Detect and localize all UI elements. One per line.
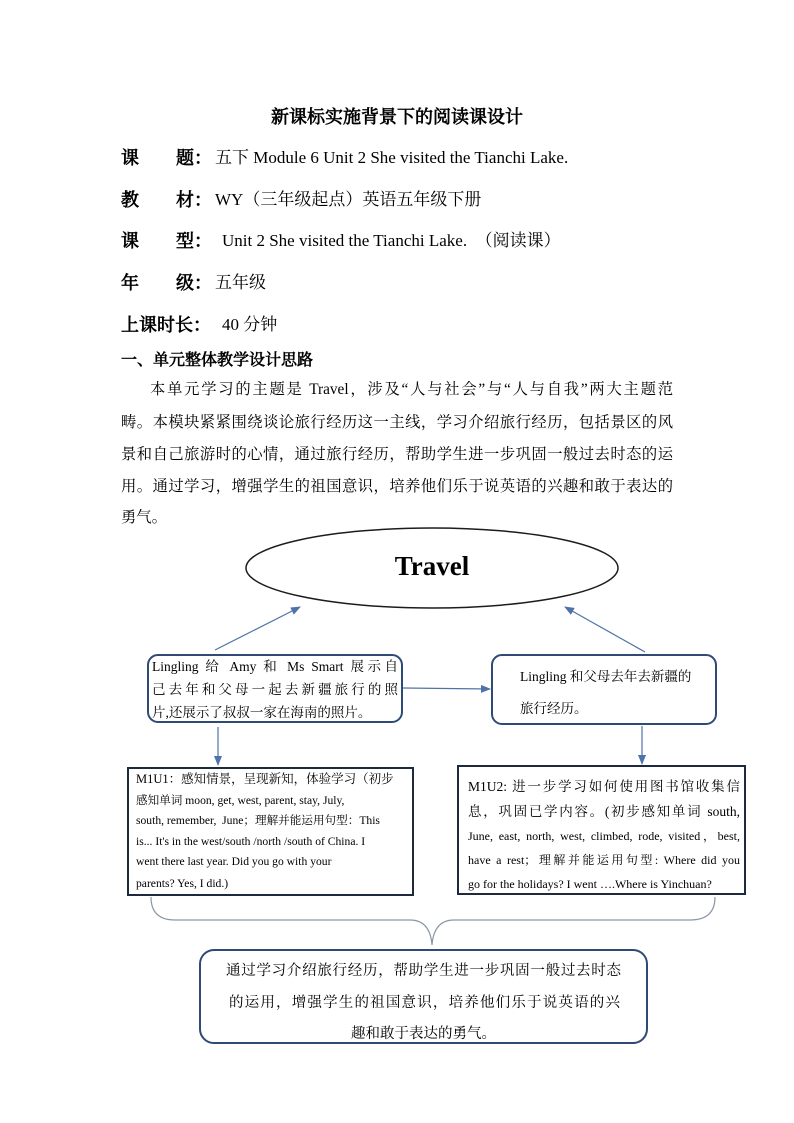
- duration-label: 上课时长：: [121, 315, 211, 335]
- arrow-left-box-to-right-box: [403, 688, 490, 689]
- lesson-type-value: Unit 2 She visited the Tianchi Lake. （阅读课）: [222, 231, 561, 250]
- grade-label-a: 年: [121, 273, 139, 293]
- summary-line: 趣和敢于表达的勇气。: [351, 1026, 496, 1042]
- left-box-line: 己去年和父母一起去新疆旅行的照: [152, 682, 398, 697]
- summary-line: 的运用，增强学生的祖国意识，培养他们乐于说英语的兴: [229, 995, 620, 1011]
- travel-label: Travel: [394, 551, 470, 581]
- section-heading: 一、单元整体教学设计思路: [121, 352, 314, 369]
- duration-value: 40 分钟: [222, 315, 278, 334]
- m1u2-line: have a rest；理解并能运用句型: Where did you: [468, 853, 740, 867]
- left-box-line: Lingling 给 Amy 和 Ms Smart 展示自: [152, 659, 398, 674]
- m1u2-line: 息，巩固已学内容。(初步感知单词 south,: [468, 804, 740, 819]
- m1u1-line: is... It's in the west/south /north /south of China. I: [136, 835, 366, 848]
- lesson-type-label-b: 型：: [176, 231, 212, 251]
- paragraph-line: 畴。本模块紧紧围绕谈论旅行经历这一主线，学习介绍旅行经历，包括景区的风: [121, 414, 673, 431]
- summary-line: 通过学习介绍旅行经历，帮助学生进一步巩固一般过去时态: [226, 963, 621, 979]
- material-label-a: 教: [121, 190, 139, 210]
- paragraph-line: 本单元学习的主题是 Travel，涉及“人与社会”与“人与自我”两大主题范: [150, 381, 673, 398]
- right-box-line: 旅行经历。: [520, 701, 588, 716]
- curly-brace: [151, 897, 715, 945]
- right-box-line: Lingling 和父母去年去新疆的: [520, 669, 692, 684]
- m1u2-line: June, east, north, west, climbed, rode, visited，best,: [468, 829, 740, 843]
- grade-value: 五年级: [215, 273, 266, 292]
- paragraph-line: 勇气。: [121, 509, 167, 526]
- lesson-type-label-a: 课: [121, 231, 139, 251]
- m1u1-line: south, remember, June；理解并能运用句型：This: [136, 814, 380, 827]
- grade-label-b: 级：: [176, 273, 212, 293]
- arrow-right-box-to-travel: [565, 607, 645, 652]
- paragraph-line: 景和自己旅游时的心情，通过旅行经历，帮助学生进一步巩固一般过去时态的运: [121, 446, 673, 463]
- topic-value: 五下 Module 6 Unit 2 She visited the Tianchi Lake.: [215, 148, 569, 167]
- topic-label-a: 课: [121, 148, 139, 168]
- topic-label-b: 题：: [176, 148, 212, 168]
- m1u2-line: M1U2: 进一步学习如何使用图书馆收集信: [468, 779, 740, 794]
- m1u1-line: M1U1：感知情景，呈现新知，体验学习（初步: [136, 772, 394, 786]
- arrow-left-box-to-travel: [215, 607, 300, 650]
- material-label-b: 材：: [176, 190, 212, 210]
- m1u2-line: go for the holidays? I went ….Where is Yinchuan?: [468, 877, 712, 891]
- m1u1-line: 感知单词 moon, get, west, parent, stay, July,: [136, 794, 345, 807]
- left-box-line: 片,还展示了叔叔一家在海南的照片。: [152, 705, 372, 720]
- material-value: WY（三年级起点）英语五年级下册: [215, 190, 482, 209]
- paragraph-line: 用。通过学习，增强学生的祖国意识，培养他们乐于说英语的兴趣和敢于表达的: [121, 478, 673, 495]
- m1u1-line: went there last year. Did you go with your: [136, 855, 332, 868]
- m1u1-line: parents? Yes, I did.): [136, 877, 229, 890]
- page-title: 新课标实施背景下的阅读课设计: [271, 107, 523, 127]
